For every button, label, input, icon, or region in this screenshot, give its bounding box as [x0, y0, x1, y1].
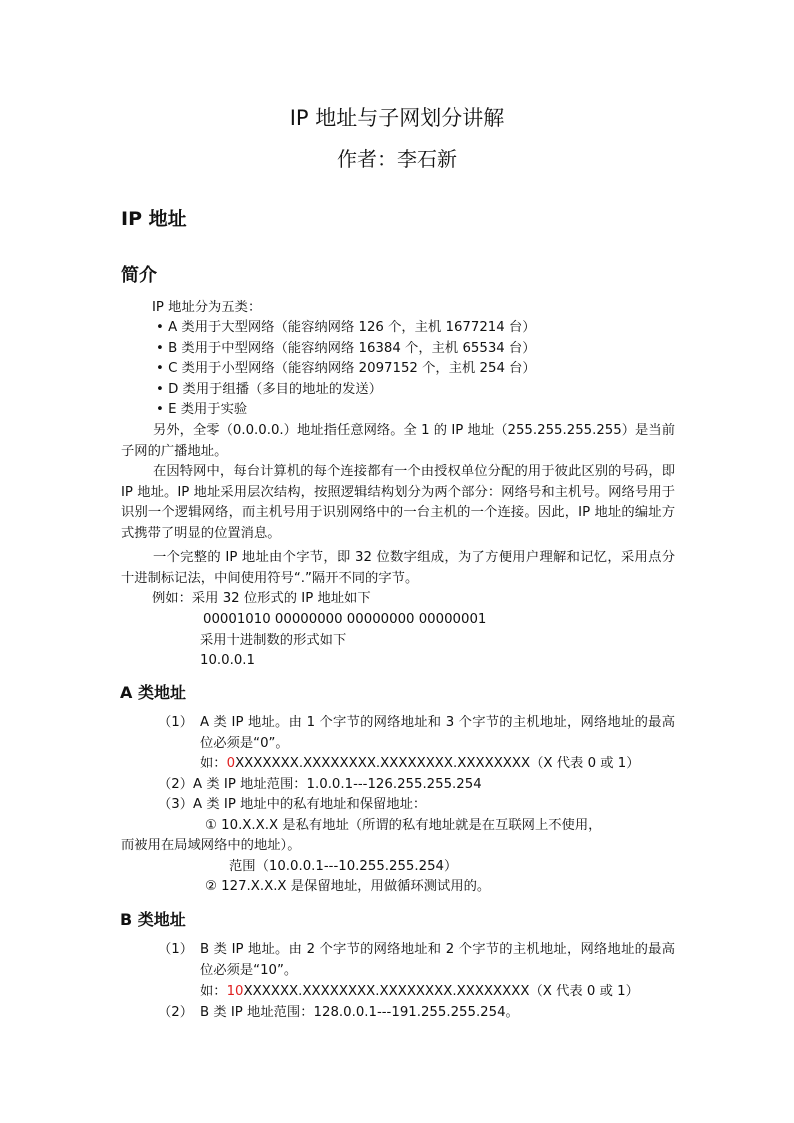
document-author: 作者：李石新: [337, 147, 457, 171]
class-a-sub2: ② 127.X.X.X 是保留地址，用做循环测试用的。: [205, 879, 491, 894]
class-a-sub1-range: 范围（10.0.0.1---10.255.255.254）: [229, 859, 458, 874]
class-a-example: [200, 754, 640, 775]
example-rest: XXXXXXX.XXXXXXXX.XXXXXXXX.XXXXXXXX（X 代表 0 或 1）: [235, 756, 640, 771]
class-a-item3: （3）A 类 IP 地址中的私有地址和保留地址：: [158, 797, 427, 812]
section-heading-class-b: B 类地址: [120, 910, 186, 929]
classes-intro: IP 地址分为五类：: [152, 300, 262, 315]
example-rest: XXXXXX.XXXXXXXX.XXXXXXXX.XXXXXXXX（X 代表 0 或 1）: [243, 984, 639, 999]
example-decimal: 10.0.0.1: [200, 653, 255, 668]
class-list-item: • C 类用于小型网络（能容纳网络 2097152 个，主机 254 台）: [156, 361, 536, 376]
highlight-bits: 10: [226, 984, 244, 999]
example-label: 例如：采用 32 位形式的 IP 地址如下: [152, 591, 371, 606]
subsection-heading-intro: 简介: [121, 265, 157, 286]
class-list-item: • B 类用于中型网络（能容纳网络 16384 个，主机 65534 台）: [156, 341, 536, 356]
paragraph-ip-structure: 在因特网中，每台计算机的每个连接都有一个由授权单位分配的用于彼此区别的号码，即 IP 地址。IP 地址采用层次结构，按照逻辑结构划分为两个部分：网络号和主机号。网络号用于识别一个逻辑网络，而主机号用于识别网络中的一台主机的一个连接。因此，IP 地址的编址方式携带了明显的位置消息。: [121, 464, 675, 541]
example-binary: 00001010 00000000 00000000 00000001: [203, 612, 487, 627]
example-prefix: 如：: [200, 756, 227, 771]
class-list-item: • A 类用于大型网络（能容纳网络 126 个，主机 1677214 台）: [156, 320, 536, 335]
highlight-bits: 0: [226, 756, 236, 771]
list-number: （1）: [158, 942, 194, 957]
paragraph-dotted-decimal: 一个完整的 IP 地址由个字节，即 32 位数字组成，为了方便用户理解和记忆，采用点分十进制标记法，中间使用符号“.”隔开不同的字节。: [121, 550, 675, 586]
class-b-example: [200, 982, 639, 1003]
class-a-sub1-line1: ① 10.X.X.X 是私有地址（所谓的私有地址就是在互联网上不使用，: [205, 818, 602, 833]
class-list-item: • E 类用于实验: [156, 402, 248, 417]
list-number: （1）: [158, 715, 194, 730]
class-b-item1-text: B 类 IP 地址。由 2 个字节的网络地址和 2 个字节的主机地址，网络地址的最高位必须是“10”。: [200, 942, 675, 978]
class-a-sub1-line2: 而被用在局域网络中的地址）。: [121, 838, 301, 853]
section-heading-class-a: A 类地址: [120, 683, 186, 702]
class-a-item2: （2）A 类 IP 地址范围：1.0.0.1---126.255.255.254: [158, 777, 482, 792]
document-title: IP 地址与子网划分讲解: [289, 106, 505, 130]
section-heading-ip: IP 地址: [121, 208, 187, 230]
list-number: （2）: [158, 1005, 194, 1020]
class-b-item2-text: B 类 IP 地址范围：128.0.0.1---191.255.255.254。: [200, 1005, 519, 1020]
paragraph-broadcast: 另外，全零（0.0.0.0.）地址指任意网络。全 1 的 IP 地址（255.255.255.255）是当前子网的广播地址。: [121, 423, 675, 459]
class-list-item: • D 类用于组播（多目的地址的发送）: [156, 382, 382, 397]
class-a-item1-text: A 类 IP 地址。由 1 个字节的网络地址和 3 个字节的主机地址，网络地址的最高位必须是“0”。: [200, 715, 675, 751]
example-decimal-label: 采用十进制数的形式如下: [200, 633, 347, 648]
example-prefix: 如：: [200, 984, 227, 999]
